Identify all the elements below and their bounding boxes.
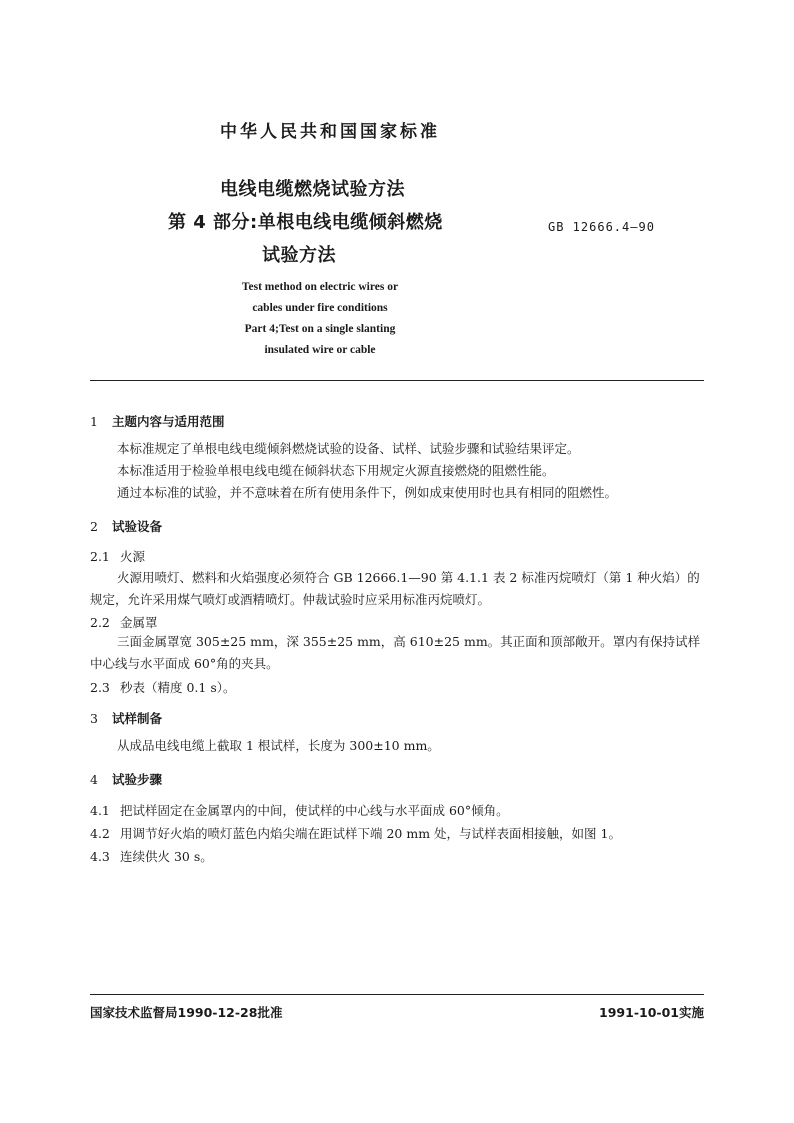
paragraph: 本标准规定了单根电线电缆倾斜燃烧试验的设备、试样、试验步骤和试验结果评定。 bbox=[117, 441, 580, 456]
paragraph: 本标准适用于检验单根电线电缆在倾斜状态下用规定火源直接燃烧的阻燃性能。 bbox=[117, 463, 555, 478]
title-line-2: 第 4 部分:单根电线电缆倾斜燃烧 bbox=[168, 212, 443, 233]
paragraph: 三面金属罩宽 305±25 mm，深 355±25 mm，高 610±25 mm。其正面和顶部敞开。罩内有保持试样中心线与水平面成 60°角的夹具。 bbox=[90, 634, 701, 671]
english-title-line: cables under fire conditions bbox=[252, 302, 388, 314]
subsection-text: 用调节好火焰的喷灯蓝色内焰尖端在距试样下端 20 mm 处，与试样表面相接触，如图 1。 bbox=[120, 826, 621, 841]
english-title-line: Test method on electric wires or bbox=[241, 281, 399, 293]
paragraph: 火源用喷灯、燃料和火焰强度必须符合 GB 12666.1—90 第 4.1.1 表 2 标准丙烷喷灯（第 1 种火焰）的规定，允许采用煤气喷灯或酒精喷灯。仲裁试验时应采用标准丙烷喷灯。 bbox=[90, 570, 700, 607]
paragraph: 从成品电线电缆上截取 1 根试样，长度为 300±10 mm。 bbox=[117, 738, 440, 753]
subsection-2-1 bbox=[90, 547, 145, 565]
top-divider bbox=[90, 380, 704, 381]
standard-name: 中华人民共和国国家标准 bbox=[220, 122, 440, 142]
subsection-number: 4.3 bbox=[90, 849, 110, 864]
subsection-title: 火源 bbox=[120, 549, 146, 564]
implementation-date: 1991-10-01实施 bbox=[599, 1005, 704, 1020]
section-title: 试样制备 bbox=[112, 711, 163, 726]
english-title-line: insulated wire or cable bbox=[264, 344, 376, 356]
subsection-number: 2.1 bbox=[90, 549, 110, 564]
subsection-number: 2.3 bbox=[90, 680, 110, 695]
approval-date: 国家技术监督局1990-12-28批准 bbox=[90, 1005, 283, 1020]
section-number: 1 bbox=[90, 414, 98, 429]
section-title: 试验设备 bbox=[112, 519, 163, 534]
section-number: 3 bbox=[90, 711, 98, 726]
subsection-number: 2.2 bbox=[90, 615, 110, 630]
subsection-number: 4.1 bbox=[90, 803, 110, 818]
subsection-title: 金属罩 bbox=[120, 615, 158, 630]
subsection-text: 把试样固定在金属罩内的中间，使试样的中心线与水平面成 60°倾角。 bbox=[120, 803, 509, 818]
subsection-2-3 bbox=[90, 678, 236, 696]
subsection-4-1 bbox=[90, 801, 509, 819]
section-1-heading bbox=[90, 412, 225, 430]
subsection-number: 4.2 bbox=[90, 826, 110, 841]
section-number: 4 bbox=[90, 772, 98, 787]
section-number: 2 bbox=[90, 519, 98, 534]
standard-code: GB 12666.4—90 bbox=[548, 220, 655, 234]
section-title: 主题内容与适用范围 bbox=[112, 414, 225, 429]
subsection-text: 秒表（精度 0.1 s）。 bbox=[120, 680, 236, 695]
subsection-2-2 bbox=[90, 613, 158, 631]
subsection-text: 连续供火 30 s。 bbox=[120, 849, 213, 864]
subsection-4-3 bbox=[90, 847, 213, 865]
paragraph: 通过本标准的试验，并不意味着在所有使用条件下，例如成束使用时也具有相同的阻燃性。 bbox=[117, 485, 618, 500]
english-title-line: Part 4;Test on a single slanting bbox=[244, 323, 396, 335]
section-title: 试验步骤 bbox=[112, 772, 163, 787]
subsection-4-2 bbox=[90, 824, 621, 842]
section-3-heading bbox=[90, 709, 162, 727]
title-line-3: 试验方法 bbox=[262, 245, 336, 266]
bottom-divider bbox=[90, 994, 704, 995]
section-2-heading bbox=[90, 517, 162, 535]
section-4-heading bbox=[90, 770, 162, 788]
title-line-1: 电线电缆燃烧试验方法 bbox=[220, 179, 405, 200]
